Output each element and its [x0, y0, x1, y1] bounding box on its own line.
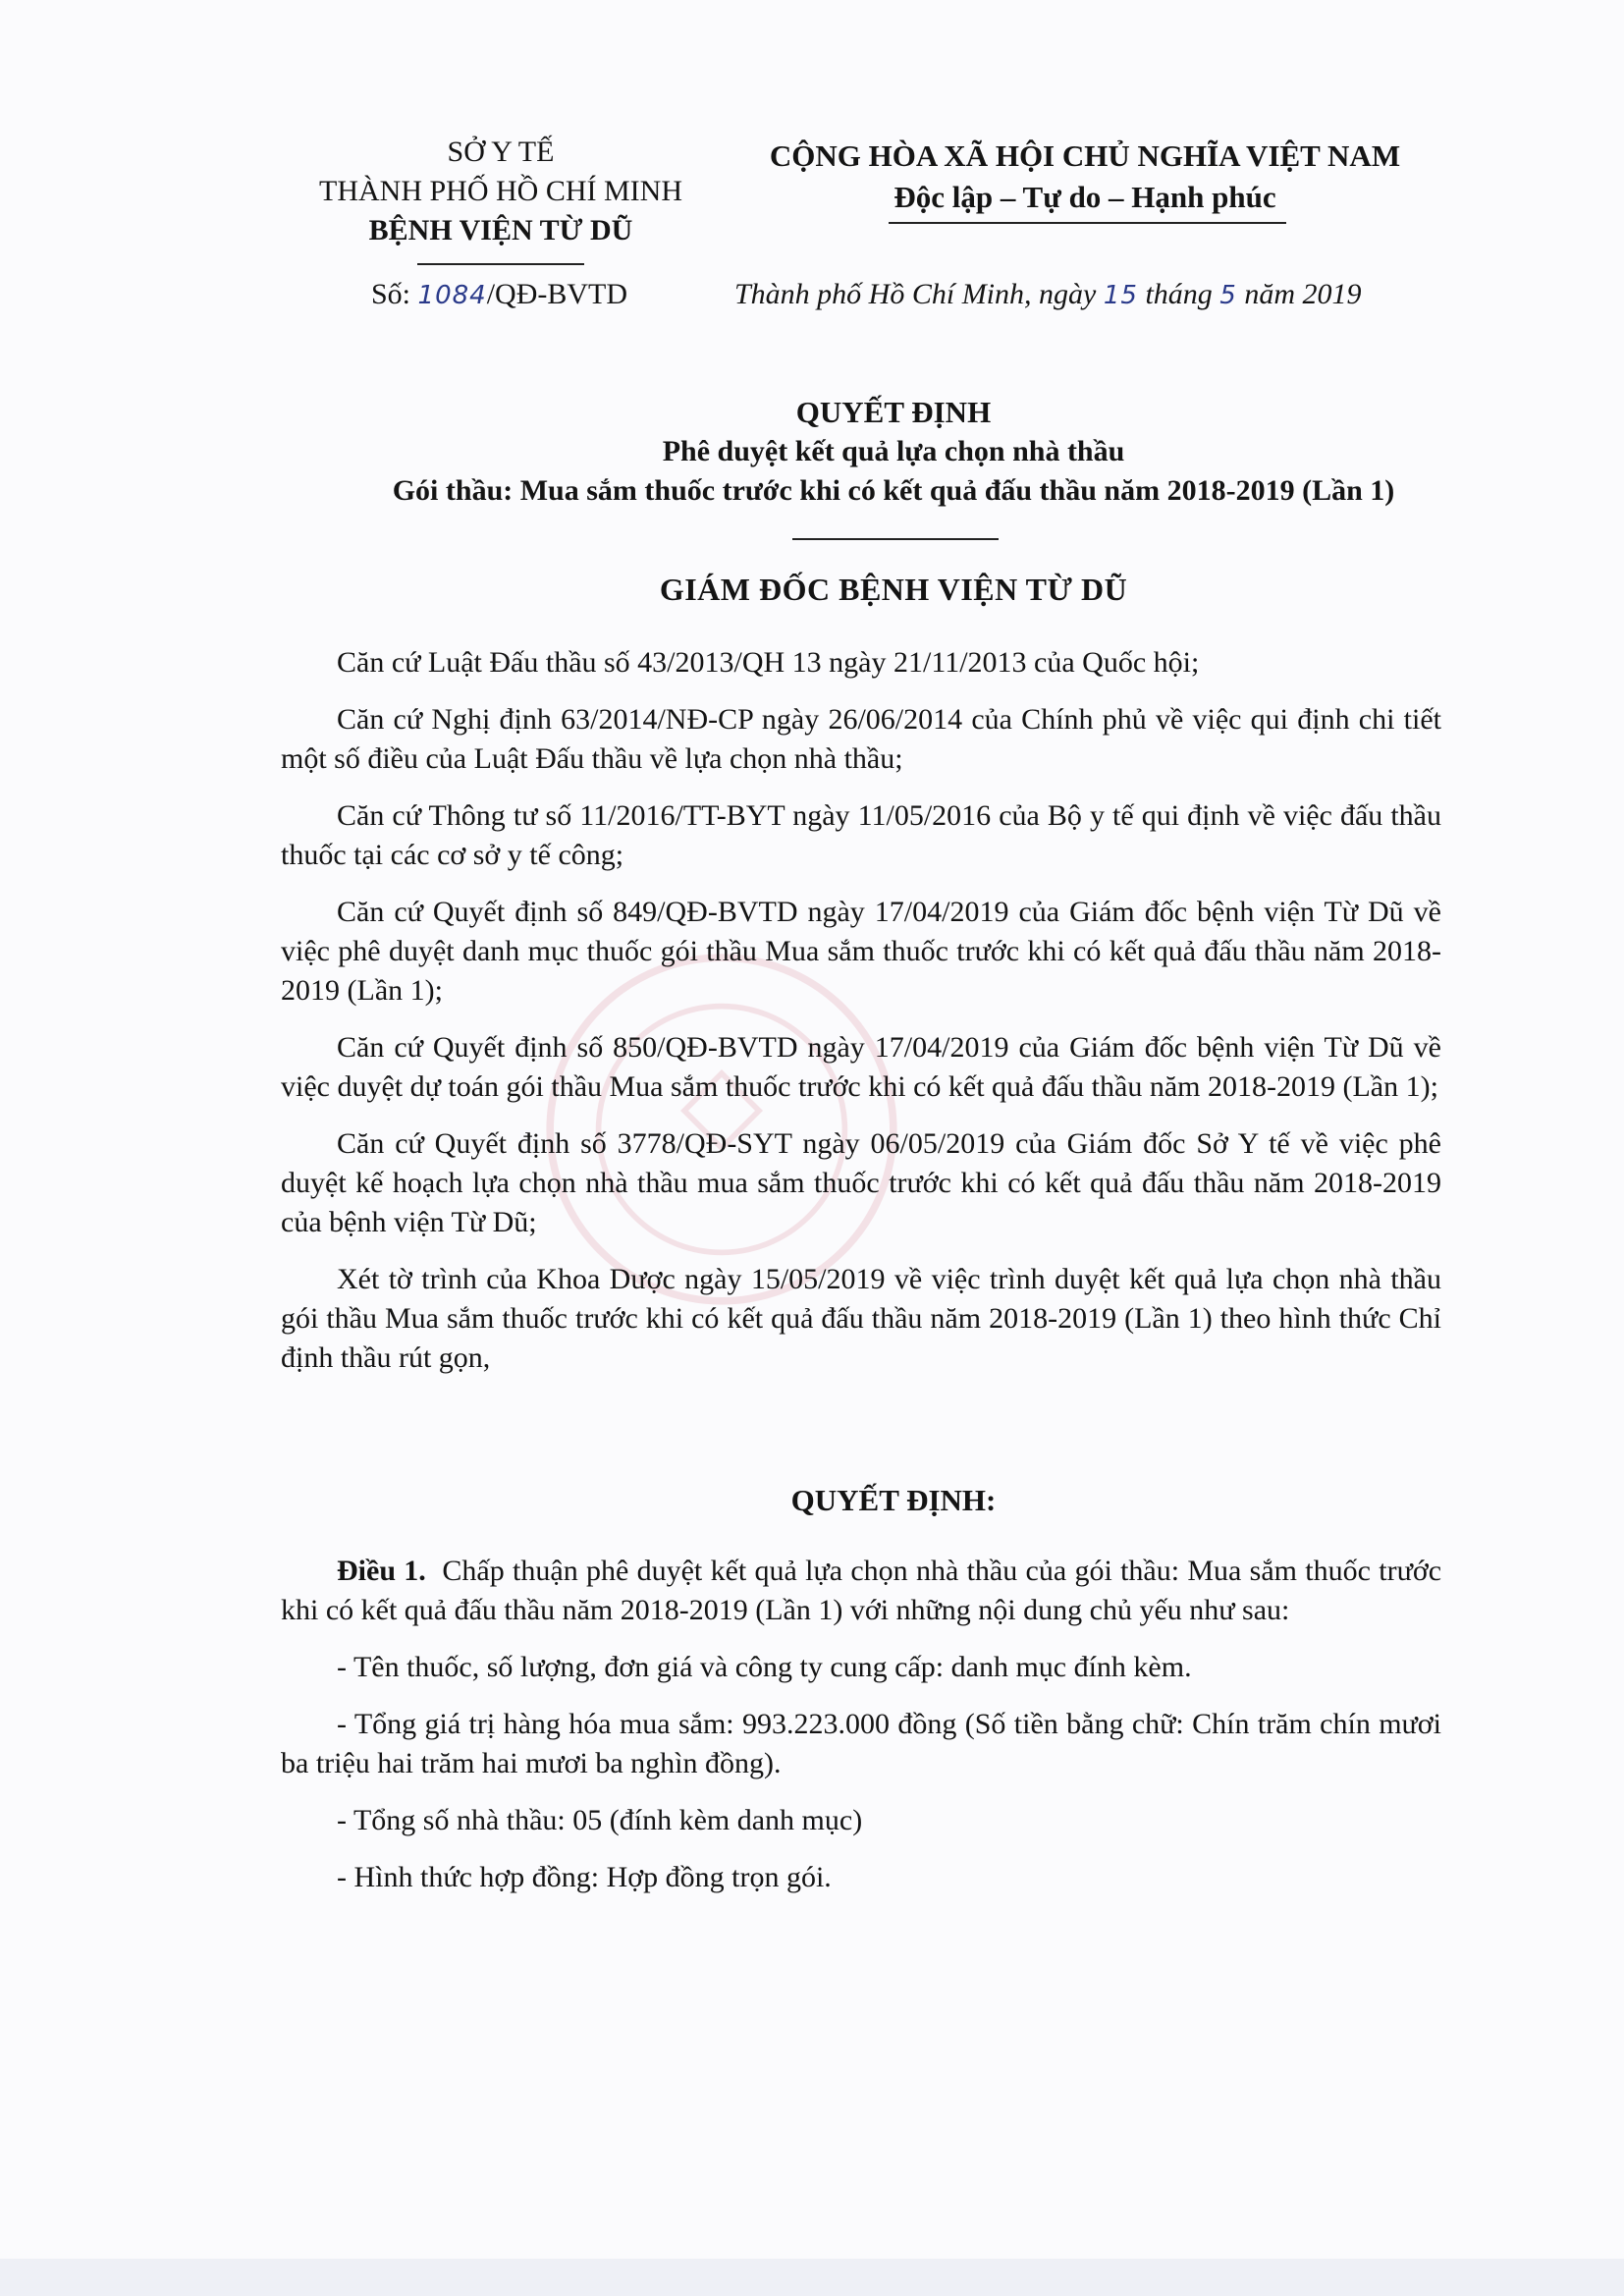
reference-suffix: /QĐ-BVTD [486, 278, 628, 310]
agency-line-3: BỆNH VIỆN TỪ DŨ [368, 214, 633, 246]
basis-paragraph: Căn cứ Luật Đấu thầu số 43/2013/QH 13 ngày 21/11/2013 của Quốc hội; [337, 646, 1200, 679]
date-month: 5 [1219, 281, 1237, 310]
national-title: CỘNG HÒA XÃ HỘI CHỦ NGHĨA VIỆT NAM [769, 138, 1401, 173]
motto-underline [889, 222, 1286, 224]
reference-number [371, 278, 627, 311]
agency-underline [417, 263, 584, 265]
basis-paragraph: Căn cứ Quyết định số 850/QĐ-BVTD ngày 17/04/2019 của Giám đốc bệnh viện Từ Dũ về việc duyệt dự toán gói thầu Mua sắm thuốc trước khi có kết quả đấu thầu năm 2018-2019 (Lần 1); [281, 1031, 1441, 1103]
reference-prefix: Số: [371, 278, 411, 310]
title-package: Gói thầu: Mua sắm thuốc trước khi có kết quả đấu thầu năm 2018-2019 (Lần 1) [392, 474, 1395, 507]
article-1-item: - Tổng số nhà thầu: 05 (đính kèm danh mục) [337, 1804, 863, 1836]
title-main: QUYẾT ĐỊNH [795, 395, 992, 429]
date-year: năm 2019 [1244, 278, 1362, 310]
national-header [761, 136, 1409, 218]
basis-paragraph: Xét tờ trình của Khoa Dược ngày 15/05/2019 về việc trình duyệt kết quả lựa chọn nhà thầu gói thầu Mua sắm thuốc trước khi có kết quả đấu thầu năm 2018-2019 (Lần 1) theo hình thức Chỉ định thầu rút gọn, [281, 1263, 1441, 1374]
article-1-label: Điều 1. [337, 1555, 426, 1587]
basis-paragraph: Căn cứ Quyết định số 849/QĐ-BVTD ngày 17/04/2019 của Giám đốc bệnh viện Từ Dũ về việc phê duyệt danh mục thuốc gói thầu Mua sắm thuốc trước khi có kết quả đấu thầu năm 2018-2019 (Lần 1); [281, 896, 1441, 1007]
date-month-word: tháng [1145, 278, 1213, 310]
reference-handwritten-number: 1084 [417, 281, 487, 310]
article-1-item: - Hình thức hợp đồng: Hợp đồng trọn gói. [337, 1861, 832, 1893]
basis-paragraph: Căn cứ Thông tư số 11/2016/TT-BYT ngày 11/05/2016 của Bộ y tế qui định về việc đấu thầu thuốc tại các cơ sở y tế công; [281, 799, 1441, 871]
title-subject: Phê duyệt kết quả lựa chọn nhà thầu [662, 435, 1125, 467]
title-underline [792, 538, 999, 540]
basis-paragraph: Căn cứ Quyết định số 3778/QĐ-SYT ngày 06/05/2019 của Giám đốc Sở Y tế về việc phê duyệt kế hoạch lựa chọn nhà thầu mua sắm thuốc trước khi có kết quả đấu thầu năm 2018-2019 của bệnh viện Từ Dũ; [281, 1127, 1441, 1238]
date-prefix: Thành phố Hồ Chí Minh, ngày [734, 278, 1097, 310]
agency-header [304, 133, 697, 250]
article-1 [281, 1552, 1441, 1915]
legal-bases [281, 643, 1441, 1395]
scan-edge [0, 2259, 1624, 2296]
decision-title [353, 393, 1434, 511]
agency-line-2: THÀNH PHỐ HỒ CHÍ MINH [319, 175, 682, 207]
article-1-item: - Tổng giá trị hàng hóa mua sắm: 993.223.000 đồng (Số tiền bằng chữ: Chín trăm chín mươi ba triệu hai trăm hai mươi ba nghìn đồng). [281, 1708, 1441, 1779]
decision-heading: QUYẾT ĐỊNH: [790, 1483, 997, 1517]
article-1-text: Chấp thuận phê duyệt kết quả lựa chọn nhà thầu của gói thầu: Mua sắm thuốc trước khi có kết quả đấu thầu năm 2018-2019 (Lần 1) với những nội dung chủ yếu như sau: [281, 1555, 1442, 1626]
agency-line-1: SỞ Y TẾ [447, 136, 555, 168]
issue-date [734, 278, 1362, 311]
director-heading: GIÁM ĐỐC BỆNH VIỆN TỪ DŨ [659, 572, 1128, 607]
article-1-intro [281, 1552, 1441, 1630]
article-1-item: - Tên thuốc, số lượng, đơn giá và công ty cung cấp: danh mục đính kèm. [337, 1651, 1192, 1683]
basis-paragraph: Căn cứ Nghị định 63/2014/NĐ-CP ngày 26/06/2014 của Chính phủ về việc qui định chi tiết một số điều của Luật Đấu thầu về lựa chọn nhà thầu; [281, 703, 1441, 775]
date-day: 15 [1103, 281, 1138, 310]
national-motto: Độc lập – Tự do – Hạnh phúc [893, 180, 1276, 214]
